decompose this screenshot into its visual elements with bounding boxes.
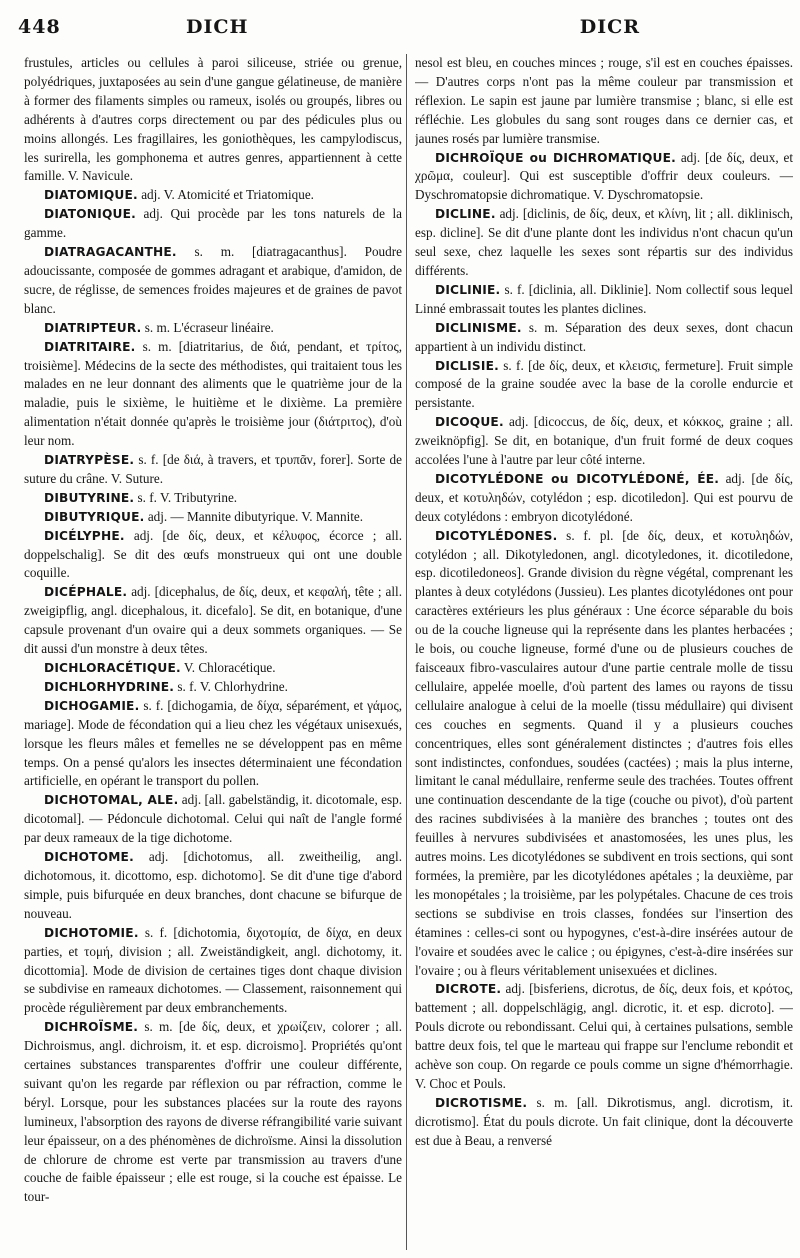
entry-definition: s. f. [dichotomia, διχοτομία, de δίχα, en deux parties, et τομή, division ; all. Zweiständigkeit, angl. dichotomy, it. dicottomia]. Mode de division de certaines tiges dont chaque division se subdivise en rameaux dichotomes. — Classement, raisonnement qui procède régulièrement par deux embranchements. — [24, 924, 402, 1016]
entry-headword: DIATRYPÈSE. — [44, 453, 135, 468]
entry-definition: s. f. V. Chlorhydrine. — [174, 678, 288, 694]
entry-definition: s. m. [de δίς, deux, et χρωίζειν, colorer ; all. Dichroismus, angl. dichroism, it. et esp. dicroismo]. Propriétés qu'ont certaines substances transparentes d'offrir une couleur différente, suivant qu'on les regarde par réflexion ou par réfraction, comme le béryl. Lorsque, pour les substances placées sur la route des rayons lumineux, l'absorption des rayons de diverse réfrangibilité varie suivant leur épaisseur, on a des phénomènes de dichroïsme. Ainsi la dissolution de chlorure de chrome est verte par transmission au travers d'une couche de faible épaisseur ; elle est rouge, si la couche est épaisse. Le tour- — [24, 1019, 402, 1205]
dictionary-entry — [24, 791, 402, 848]
dictionary-entry — [24, 489, 402, 508]
dictionary-entry — [24, 186, 402, 205]
entry-definition: adj. V. Atomicité et Triatomique. — [137, 187, 314, 203]
entry-definition: s. f. [de δίς, deux, et κλεισις, fermeture]. Fruit simple composé de la graine soudée avec la base de la corolle endurcie et persistante. — [415, 357, 793, 411]
entry-headword: DICROTISME. — [435, 1095, 528, 1110]
dictionary-entry — [24, 508, 402, 527]
dictionary-entry — [415, 205, 793, 281]
entry-definition: s. m. Séparation des deux sexes, dont chacun appartient à un individu distinct. — [415, 319, 793, 354]
entry-definition: frustules, articles ou cellules à paroi siliceuse, striée ou grenue, polyédriques, juxtaposées au sein d'une gangue gélatineuse, de manière à former des filaments simples ou rameux, isolés ou groupés, libres ou adhérents à d'autres corps directement ou par des pédicules plus ou moins allongés. Les fragillaires, les goniothèques, les campylodiscus, les surirella, les gomphonema et autres genres, appartiennent à cette famille. V. Navicule. — [24, 55, 402, 184]
entry-headword: DICHOGAMIE. — [44, 698, 140, 713]
entry-headword: DICHLORHYDRINE. — [44, 679, 175, 694]
entry-definition: s. m. L'écraseur linéaire. — [141, 319, 274, 335]
entry-headword: DICROTE. — [435, 982, 502, 997]
dictionary-entry — [24, 697, 402, 792]
dictionary-entry — [24, 1018, 402, 1207]
entry-definition: adj. [de δίς, deux, et κοτυληδών, cotylédon ; esp. dicotiledon]. Qui est pourvu de deux cotylédons : embryon dicotylédoné. — [415, 470, 793, 524]
right-column — [415, 54, 793, 1250]
entry-definition: s. f. [de διά, à travers, et τρυπᾶν, forer]. Sorte de suture du crâne. V. Suture. — [24, 452, 402, 486]
entry-headword: DICHOTOME. — [44, 850, 134, 865]
dictionary-entry — [415, 357, 793, 414]
dictionary-entry — [415, 470, 793, 527]
entry-headword: DICHOTOMAL, ALE. — [44, 793, 179, 808]
dictionary-entry — [24, 205, 402, 243]
entry-definition: adj. [all. gabelständig, it. dicotomale, esp. dicotomal]. — Pédoncule dichotomal. Celui qui naît de l'angle formé par deux rameaux de la tige dichotome. — [24, 792, 402, 846]
dictionary-entry — [24, 583, 402, 659]
dictionary-entry — [415, 527, 793, 981]
column-divider — [406, 54, 407, 1250]
entry-headword: DICLISIE. — [435, 358, 499, 373]
entry-definition: adj. [bisferiens, dicrotus, de δίς, deux fois, et κρότος, battement ; all. doppelschlägig, angl. dicrotic, it. et esp. dicroto]. — Pouls dicrote ou rebondissant. Celui qui, à certaines pulsations, semble battre deux fois, tel que le marteau qui frappe sur l'enclume rebondit et achève son coup. On regarde ce pouls comme un signe d'hémorrhagie. V. Choc et Pouls. — [415, 981, 793, 1091]
dictionary-entry — [24, 451, 402, 489]
entry-headword: DICLINISME. — [435, 320, 522, 335]
entry-definition: nesol est bleu, en couches minces ; rouge, s'il est en couches épaisses. — D'autres corps n'ont pas la même couleur par transmission et réflexion. Le sapin est jaune par lumière transmise ; blanc, si elle est réfléchie. Les globules du sang sont rouges dans ce dernier cas, et jaunes rosés par lumière transmise. — [415, 55, 793, 146]
page-number: 448 — [18, 16, 61, 38]
running-header — [18, 16, 790, 44]
entry-headword: DICLINIE. — [435, 282, 501, 297]
dictionary-entry — [415, 413, 793, 470]
entry-headword: DICHOTOMIE. — [44, 925, 139, 940]
entry-headword: DIBUTYRIQUE. — [44, 509, 145, 524]
entry-definition: s. f. [diclinia, all. Diklinie]. Nom collectif sous lequel Linné embrassait toutes les plantes diclines. — [415, 281, 793, 316]
dictionary-entry — [415, 1094, 793, 1151]
entry-definition: s. m. [diatritarius, de διά, pendant, et τρίτος, troisième]. Médecins de la secte des méthodistes, qui traitaient tous les malades en ne leur donnant des aliments que le quatrième jour de la maladie, puis le sixième, le huitième et le dixième. La première alimentation n'était donnée qu'après le troisième jour (διάτριτος), d'où leur nom. — [24, 338, 402, 449]
right-guide-word: DICR — [579, 16, 640, 38]
dictionary-entry — [24, 678, 402, 697]
dictionary-entry — [415, 980, 793, 1093]
entry-headword: DICÉPHALE. — [44, 585, 128, 600]
entry-definition: adj. [de δίς, deux, et κέλυφος, écorce ; all. doppelschalig]. Se dit des œufs monstrueux qui ont une double coquille. — [24, 527, 402, 581]
left-column — [24, 54, 402, 1250]
entry-headword: DIATRIPTEUR. — [44, 320, 142, 335]
entry-definition: s. m. [diatragacanthus]. Poudre adoucissante, composée de gommes adragant et arabique, d'amidon, de sucre, de réglisse, de semences froides majeures et de graines de pavot blanc. — [24, 244, 402, 316]
entry-definition: adj. [diclinis, de δίς, deux, et κλίνη, lit ; all. diklinisch, esp. dicline]. Se dit d'une plante dont les individus n'ont chacun qu'un seul sexe, chez laquelle les sexes sont répartis sur des individus différents. — [415, 206, 793, 278]
entry-headword: DIATRITAIRE. — [44, 339, 136, 354]
dictionary-entry — [24, 924, 402, 1019]
entry-headword: DICHROÏQUE ou DICHROMATIQUE. — [435, 150, 677, 165]
entry-definition: s. f. pl. [de δίς, deux, et κοτυληδών, cotylédon ; all. Dikotyledonen, angl. dicotyledones, it. dicotiledone, esp. dicotiledoneos]. Grande division du règne végétal, comprenant les plantes à deux cotylédons (Jussieu). Les plantes dicotylédones ont pour caractères extérieurs les plus généraux : Une écorce séparable du bois ou de la couche ligneuse qui la représente dans les plantes herbacées ; le bois, ou couche ligneuse, formé d'une ou de plusieurs couches de faisceaux fibro-vasculaires autour d'une partie centrale molle de tissu cellulaire, appelée moelle, d'où partent des lames ou rayons de tissu cellulaire analogue à celui de la moelle (tissu médullaire) qui divisent ces couches en segments. Quand il y a plusieurs couches concentriques, elles sont généralement distinctes ; d'autres fois elles sont indistinctes, confondues, soudées (cactées) ; mais la plus interne, limitant le canal médullaire, renferme seule des trachées. Toutes offrent une continuation descendante de la tige (couche ou pivot), d'où partent des racines subdivisées à la manière des branches ; toutes ont des feuilles à nervures subdivisées et anastomosées, les unes plus, les autres moins. Les dicotylédones se subdivent en trois sections, qui sont formées, la première, par les dicotylédones apétales ; la deuxième, par les monopétales ; la troisième, par les polypétales. Chacune de ces trois sections se subdivise en trois classes, fondées sur l'insertion des étamines : celles-ci sont ou hypogynes, c'est-à-dire insérées autour de l'ovaire et soudées avec le calice ; ou épigynes, c'est-à-dire insérées sur l'ovaire ; ou à fleurs véritablement unisexuées et diclines. — [415, 527, 793, 978]
continued-entry — [24, 54, 402, 186]
entry-definition: adj. [dicoccus, de δίς, deux, et κόκκος, graine ; all. zweiknöpfig]. Se dit, en botanique, d'un fruit formé de deux coques accolées l'une à l'autre par leur côté interne. — [415, 414, 793, 468]
dictionary-entry — [415, 281, 793, 319]
entry-headword: DICÉLYPHE. — [44, 528, 125, 543]
entry-headword: DIATRAGACANTHE. — [44, 245, 177, 260]
entry-definition: adj. [dicephalus, de δίς, deux, et κεφαλή, tête ; all. zweigipflig, angl. dicephalous, it. dicefalo]. Se dit, en botanique, d'une capsule provenant d'un ovaire qui a deux sommets organiques. — Se dit aussi d'un monstre à deux têtes. — [24, 584, 402, 657]
dictionary-entry — [24, 243, 402, 319]
entry-definition: V. Chloracétique. — [180, 660, 276, 675]
entry-headword: DICLINE. — [435, 207, 496, 222]
entry-definition: adj. [dichotomus, all. zweitheilig, angl. dichotomous, it. dicottomo, esp. dichotomo]. Se dit d'une tige d'abord simple, puis bifurquée en deux branches, dont chacune se bifurque de nouveau. — [24, 849, 402, 921]
entry-definition: adj. — Mannite dibutyrique. V. Mannite. — [144, 508, 364, 524]
entry-headword: DICOTYLÉDONE ou DICOTYLÉDONÉ, ÉE. — [435, 471, 720, 486]
continued-entry — [415, 54, 793, 149]
entry-headword: DICOQUE. — [435, 415, 504, 430]
entry-definition: s. f. V. Tributyrine. — [134, 489, 238, 505]
dictionary-entry — [415, 319, 793, 357]
entry-definition: s. m. [all. Dikrotismus, angl. dicrotism, it. dicrotismo]. État du pouls dicrote. Un fait clinique, dont la découverte est due à Beau, a renversé — [415, 1094, 793, 1148]
entry-headword: DICHLORACÉTIQUE. — [44, 661, 181, 675]
dictionary-entry — [24, 659, 402, 678]
dictionary-entry — [415, 149, 793, 206]
dictionary-entry — [24, 848, 402, 924]
left-guide-word: DICH — [186, 16, 249, 38]
entry-definition: adj. Qui procède par les tons naturels de la gamme. — [24, 206, 402, 241]
entry-definition: s. f. [dichogamia, de δίχα, séparément, et γάμος, mariage]. Mode de fécondation qui a lieu chez les végétaux unisexués, lorsque les fleurs mâles et femelles ne se développent pas en même temps. On a pensé qu'alors les insectes déterminaient une fécondation artificielle, en opérant le transport du pollen. — [24, 697, 402, 789]
entry-headword: DICHROÏSME. — [44, 1020, 139, 1035]
entry-headword: DICOTYLÉDONES. — [435, 528, 558, 543]
dictionary-entry — [24, 338, 402, 451]
entry-definition: adj. [de δίς, deux, et χρῶμα, couleur]. Qui est susceptible d'offrir deux couleurs. — Dyschromatopsie dichromatique. V. Dyschromatopsie. — [415, 149, 793, 203]
entry-headword: DIBUTYRINE. — [44, 490, 135, 505]
entry-headword: DIATONIQUE. — [44, 207, 136, 222]
dictionary-entry — [24, 319, 402, 338]
entry-headword: DIATOMIQUE. — [44, 188, 138, 203]
dictionary-entry — [24, 527, 402, 584]
